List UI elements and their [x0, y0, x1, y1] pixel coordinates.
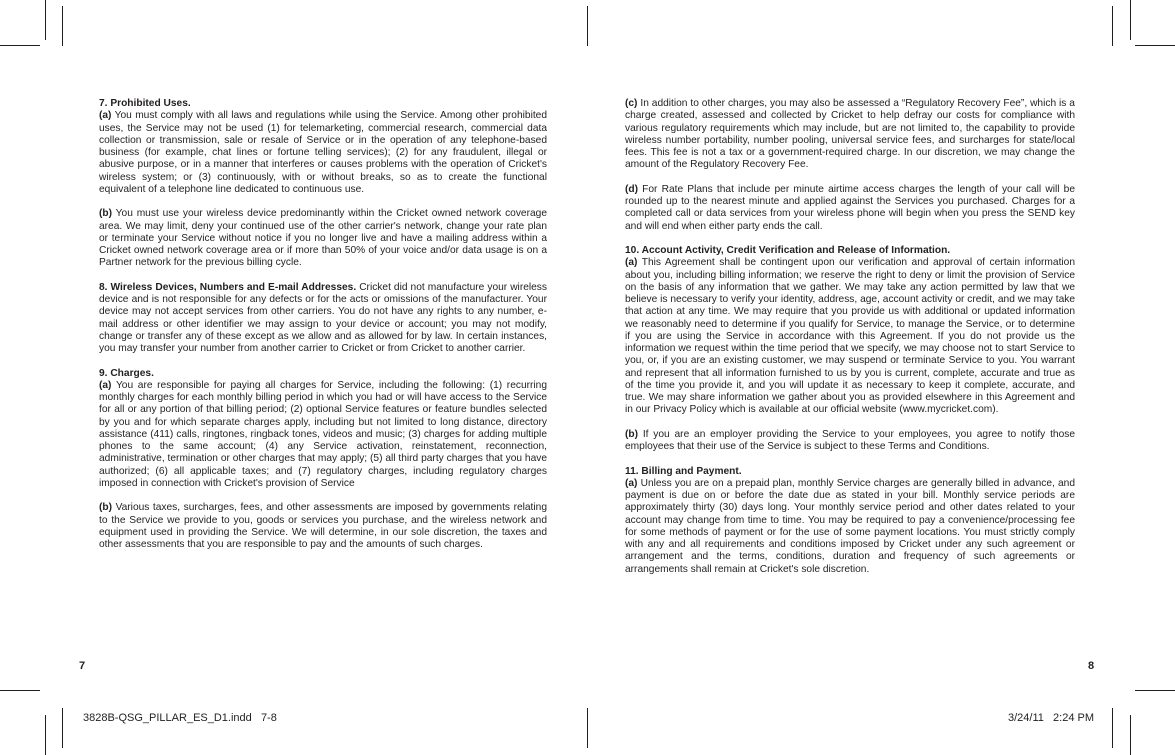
para-text: You must comply with all laws and regulations while using the Service. Among other prohibited uses, the Service may not be used (1) for telemarketing, commercial research, commercial data collection or transmission, sale or resale of Service or in the operation of any telephone-based business (for example, chat lines or fortune telling services); (2) for any fraudulent, illegal or abusive purpose, or in a manner that interferes or causes problems with the operation of Cricket's wireless system; or (3) continuously, with or without breaks, so as to create the functional equivalent of a telephone line dedicated to continuous use.: [99, 110, 547, 195]
page-number-left: 7: [79, 660, 86, 672]
slug-timestamp: 3/24/11 2:24 PM: [1008, 712, 1095, 724]
para-label: (b): [625, 428, 639, 440]
para-text: Cricket did not manufacture your wireless device and is not responsible for any defects or for the acts or omissions of the manufacturer. Your device may not accept services from other carriers. You do not have any rights to any number, e-mail address or other identifier we may assign to your device or account; you may not modify, change or transfer any of these except as we allow and as allowed for by law. In certain instances, you may transfer your number from another carrier to Cricket or from Cricket to another carrier.: [99, 281, 547, 354]
crop-mark: [1135, 690, 1175, 691]
section-7a-paragraph: [99, 110, 547, 196]
para-text: If you are an employer providing the Service to your employees, you agree to notify those employees that their use of the Service is subject to these Terms and Conditions.: [625, 428, 1075, 452]
para-label: (a): [625, 257, 638, 269]
left-page-column: [99, 98, 547, 564]
para-label: (d): [625, 183, 639, 195]
crop-mark: [0, 45, 40, 46]
page-number-right: 8: [1088, 660, 1095, 672]
crop-mark: [1130, 0, 1131, 40]
section-8-paragraph: [99, 282, 547, 356]
crop-mark: [45, 0, 46, 40]
section-9d-paragraph: [625, 184, 1075, 233]
section-9b-paragraph: [99, 502, 547, 551]
para-label: (b): [99, 502, 113, 514]
para-label: (b): [99, 208, 113, 220]
crop-mark: [587, 6, 588, 46]
section-10a-paragraph: [625, 257, 1075, 416]
para-text: Various taxes, surcharges, fees, and other assessments are imposed by governments relating to the Service we provide to you, goods or services you purchase, and the wireless network and equipment used in providing the Service. We will determine, in our sole discretion, the taxes and other assessments that you are responsible to pay and the amounts of such charges.: [99, 502, 547, 550]
crop-mark: [45, 715, 46, 755]
para-label: (a): [625, 477, 638, 489]
para-text: Unless you are on a prepaid plan, monthly Service charges are generally billed in advance, and payment is due on or before the date due as stated in your bill. Monthly service periods are approximately thirty (30) days long. Your monthly service period and other dates related to your account may change from time to time. You may be required to pay a convenience/processing fee for some methods of payment or for the use of some payment locations. You must strictly comply with any and all requirements and conditions imposed by Cricket under any such agreement or arrangement and the terms, conditions, duration and frequency of such agreements or arrangements shall remain at Cricket's sole discretion.: [625, 477, 1075, 575]
section-9c-paragraph: [625, 98, 1075, 172]
para-text: For Rate Plans that include per minute airtime access charges the length of your call will be rounded up to the nearest minute and applied against the Services you purchased. Charges for a completed call or data services from your wireless phone will begin when you press the SEND key and will end when either party ends the call.: [625, 183, 1075, 232]
section-7b-paragraph: [99, 208, 547, 269]
section-11a-paragraph: [625, 478, 1075, 576]
section-7-heading: 7. Prohibited Uses.: [99, 98, 191, 109]
crop-mark: [0, 690, 40, 691]
crop-mark: [587, 708, 588, 748]
section-11-heading: 11. Billing and Payment.: [625, 465, 742, 477]
section-10-heading: 10. Account Activity, Credit Verification and Release of Information.: [625, 245, 951, 256]
crop-mark: [1112, 708, 1113, 748]
section-10b-paragraph: [625, 429, 1075, 454]
slug-filename: 3828B-QSG_PILLAR_ES_D1.indd 7-8: [83, 712, 277, 724]
section-9-heading: 9. Charges.: [99, 367, 154, 379]
section-9a-paragraph: [99, 380, 547, 490]
crop-mark: [62, 6, 63, 46]
para-text: In addition to other charges, you may also be assessed a “Regulatory Recovery Fee”, which is a charge created, assessed and collected by Cricket to help defray our costs for compliance with various regulatory requirements which may include, but are not limited to, the capability to provide wireless number portability, number pooling, universal service fees, and surcharges for state/local fees. This fee is not a tax or a government-required charge. In our discretion, we may change the amount of the Regulatory Recovery Fee.: [625, 98, 1075, 171]
crop-mark: [62, 708, 63, 748]
section-8-heading: 8. Wireless Devices, Numbers and E-mail Addresses.: [99, 281, 357, 293]
para-label: (a): [99, 110, 112, 122]
crop-mark: [1130, 715, 1131, 755]
right-page-column: [625, 98, 1075, 576]
para-text: You must use your wireless device predominantly within the Cricket owned network coverage area. We may limit, deny your continued use of the other carrier's network, change your rate plan or terminate your Service without notice if you no longer live and have a mailing address within a Cricket owned network coverage area or if more than 50% of your voice and/or data usage is on a Partner network for the previous billing cycle.: [99, 208, 547, 269]
para-label: (a): [99, 379, 112, 391]
para-text: You are responsible for paying all charges for Service, including the following: (1) recurring monthly charges for each monthly billing period in which you had or will have access to the Service for all or any portion of that billing period; (2) optional Service features or feature bundles selected by you and for which separate charges apply, including but not limited to long distance, directory assistance (411) calls, ringtones, ringback tones, videos and music; (3) charges for adding multiple phones to the same account; (4) any Service activation, reinstatement, reconnection, administrative, termination or other charges that may apply; (5) all third party charges that you have authorized; (6) all applicable taxes; and (7) regulatory charges, including regulatory charges imposed in connection with Cricket's provision of Service: [99, 379, 547, 489]
crop-mark: [1135, 45, 1175, 46]
para-label: (c): [625, 98, 638, 109]
para-text: This Agreement shall be contingent upon our verification and approval of certain information about you, including billing information; we reserve the right to deny or limit the provision of Service on the basis of any information that we gather. We may take any action permitted by law that we believe is necessary to verify your identity, address, age, account activity or credit, and we may take that action at any time. We may require that you provide us with additional or updated information we reasonably need to determine if you qualify for Service, to manage the Service, or to determine if you are using the Service in accordance with this Agreement. If you do not provide us the information we request within the time period that we specify, we may choose not to start Service to you, or, if you are an existing customer, we may suspend or terminate Service to you. You warrant and represent that all information furnished to us by you is current, complete, accurate and true as of the time you provide it, and you will update it as necessary to keep it complete, accurate, and true. We may share information we gather about you as provided elsewhere in this Agreement and in our Privacy Policy which is available at our official website (www.mycricket.com).: [625, 257, 1076, 416]
crop-mark: [1112, 6, 1113, 46]
